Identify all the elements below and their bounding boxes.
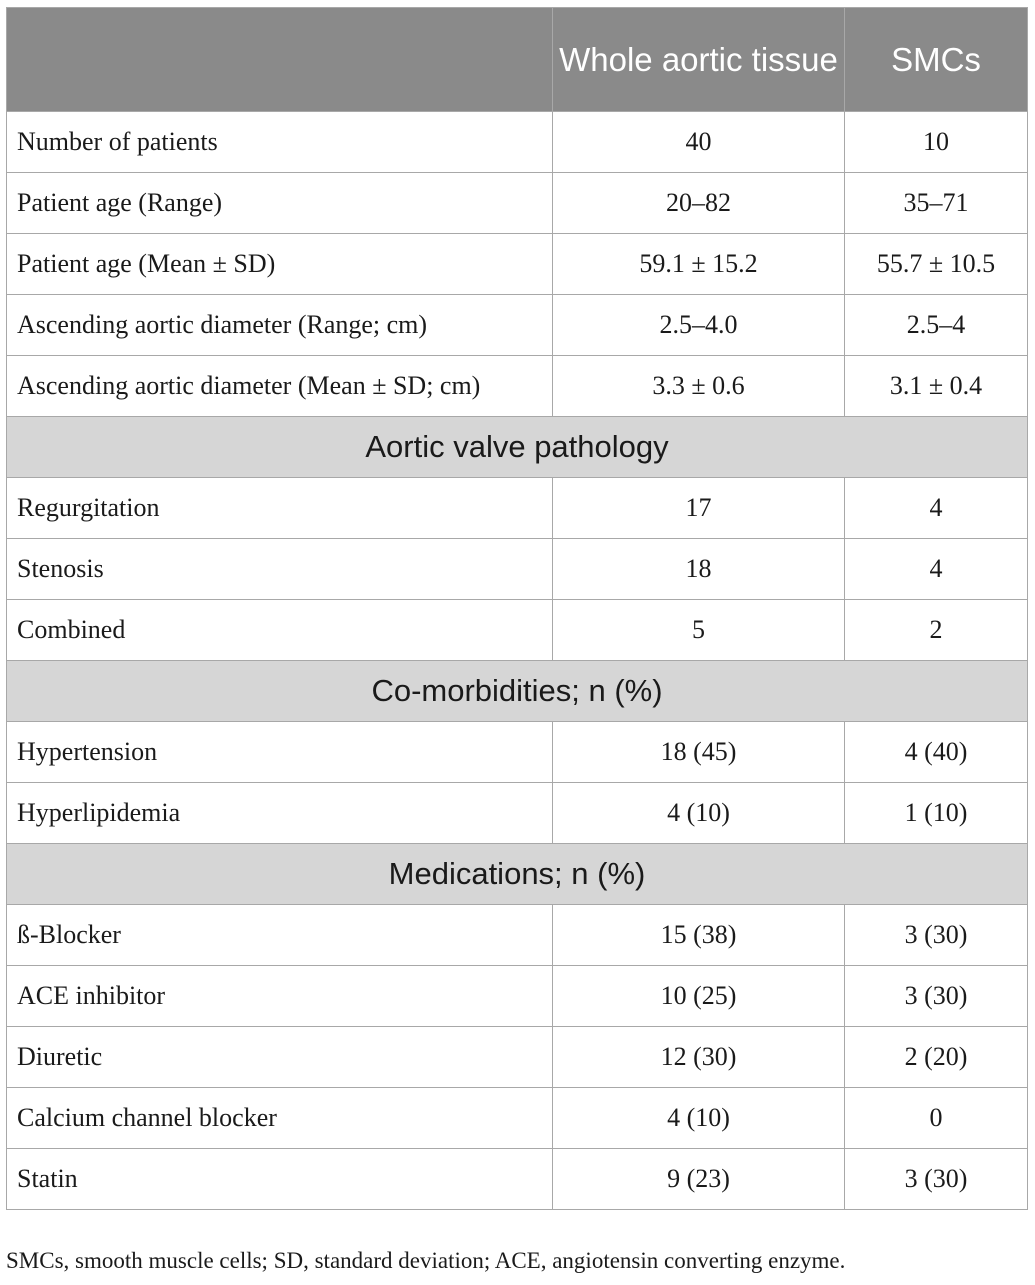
smcs-value: 1 (10): [845, 783, 1028, 844]
row-label: Ascending aortic diameter (Mean ± SD; cm): [7, 356, 553, 417]
table-body: [7, 112, 1028, 1210]
table-row: [7, 783, 1028, 844]
whole-aortic-tissue-value: 10 (25): [553, 966, 845, 1027]
row-label: Calcium channel blocker: [7, 1088, 553, 1149]
row-label: Number of patients: [7, 112, 553, 173]
whole-aortic-tissue-value: 2.5–4.0: [553, 295, 845, 356]
row-label: Stenosis: [7, 539, 553, 600]
smcs-value: 0: [845, 1088, 1028, 1149]
section-header-row: [7, 844, 1028, 905]
header-empty-cell: [7, 8, 553, 112]
smcs-value: 3.1 ± 0.4: [845, 356, 1028, 417]
whole-aortic-tissue-value: 12 (30): [553, 1027, 845, 1088]
whole-aortic-tissue-value: 40: [553, 112, 845, 173]
section-header-row: [7, 661, 1028, 722]
table-row: [7, 600, 1028, 661]
row-label: Hypertension: [7, 722, 553, 783]
table-row: [7, 295, 1028, 356]
smcs-value: 3 (30): [845, 966, 1028, 1027]
patient-characteristics-table: [6, 7, 1028, 1210]
table-row: [7, 1149, 1028, 1210]
whole-aortic-tissue-value: 18 (45): [553, 722, 845, 783]
table-row: [7, 905, 1028, 966]
table-row: [7, 1027, 1028, 1088]
whole-aortic-tissue-value: 4 (10): [553, 1088, 845, 1149]
section-title: Aortic valve pathology: [7, 417, 1028, 478]
whole-aortic-tissue-value: 15 (38): [553, 905, 845, 966]
row-label: Patient age (Range): [7, 173, 553, 234]
smcs-value: 2: [845, 600, 1028, 661]
table-row: [7, 173, 1028, 234]
table-row: [7, 966, 1028, 1027]
smcs-value: 2 (20): [845, 1027, 1028, 1088]
row-label: Diuretic: [7, 1027, 553, 1088]
section-header-row: [7, 417, 1028, 478]
table-footnote: SMCs, smooth muscle cells; SD, standard deviation; ACE, angiotensin converting enzyme.: [6, 1248, 846, 1273]
table-row: [7, 112, 1028, 173]
smcs-value: 2.5–4: [845, 295, 1028, 356]
table-row: [7, 356, 1028, 417]
smcs-value: 4: [845, 478, 1028, 539]
smcs-value: 10: [845, 112, 1028, 173]
row-label: Patient age (Mean ± SD): [7, 234, 553, 295]
whole-aortic-tissue-value: 3.3 ± 0.6: [553, 356, 845, 417]
smcs-value: 4 (40): [845, 722, 1028, 783]
whole-aortic-tissue-value: 59.1 ± 15.2: [553, 234, 845, 295]
whole-aortic-tissue-value: 17: [553, 478, 845, 539]
smcs-value: 4: [845, 539, 1028, 600]
table-row: [7, 722, 1028, 783]
whole-aortic-tissue-value: 5: [553, 600, 845, 661]
whole-aortic-tissue-value: 9 (23): [553, 1149, 845, 1210]
section-title: Medications; n (%): [7, 844, 1028, 905]
row-label: ACE inhibitor: [7, 966, 553, 1027]
row-label: Statin: [7, 1149, 553, 1210]
header-smcs: SMCs: [845, 8, 1028, 112]
table-row: [7, 1088, 1028, 1149]
row-label: ß-Blocker: [7, 905, 553, 966]
smcs-value: 55.7 ± 10.5: [845, 234, 1028, 295]
table-row: [7, 539, 1028, 600]
whole-aortic-tissue-value: 18: [553, 539, 845, 600]
header-whole-aortic-tissue: Whole aortic tissue: [553, 8, 845, 112]
smcs-value: 35–71: [845, 173, 1028, 234]
whole-aortic-tissue-value: 4 (10): [553, 783, 845, 844]
section-title: Co-morbidities; n (%): [7, 661, 1028, 722]
table-row: [7, 478, 1028, 539]
table-row: [7, 234, 1028, 295]
row-label: Ascending aortic diameter (Range; cm): [7, 295, 553, 356]
smcs-value: 3 (30): [845, 905, 1028, 966]
row-label: Regurgitation: [7, 478, 553, 539]
smcs-value: 3 (30): [845, 1149, 1028, 1210]
row-label: Hyperlipidemia: [7, 783, 553, 844]
row-label: Combined: [7, 600, 553, 661]
whole-aortic-tissue-value: 20–82: [553, 173, 845, 234]
header-row: [7, 8, 1028, 112]
